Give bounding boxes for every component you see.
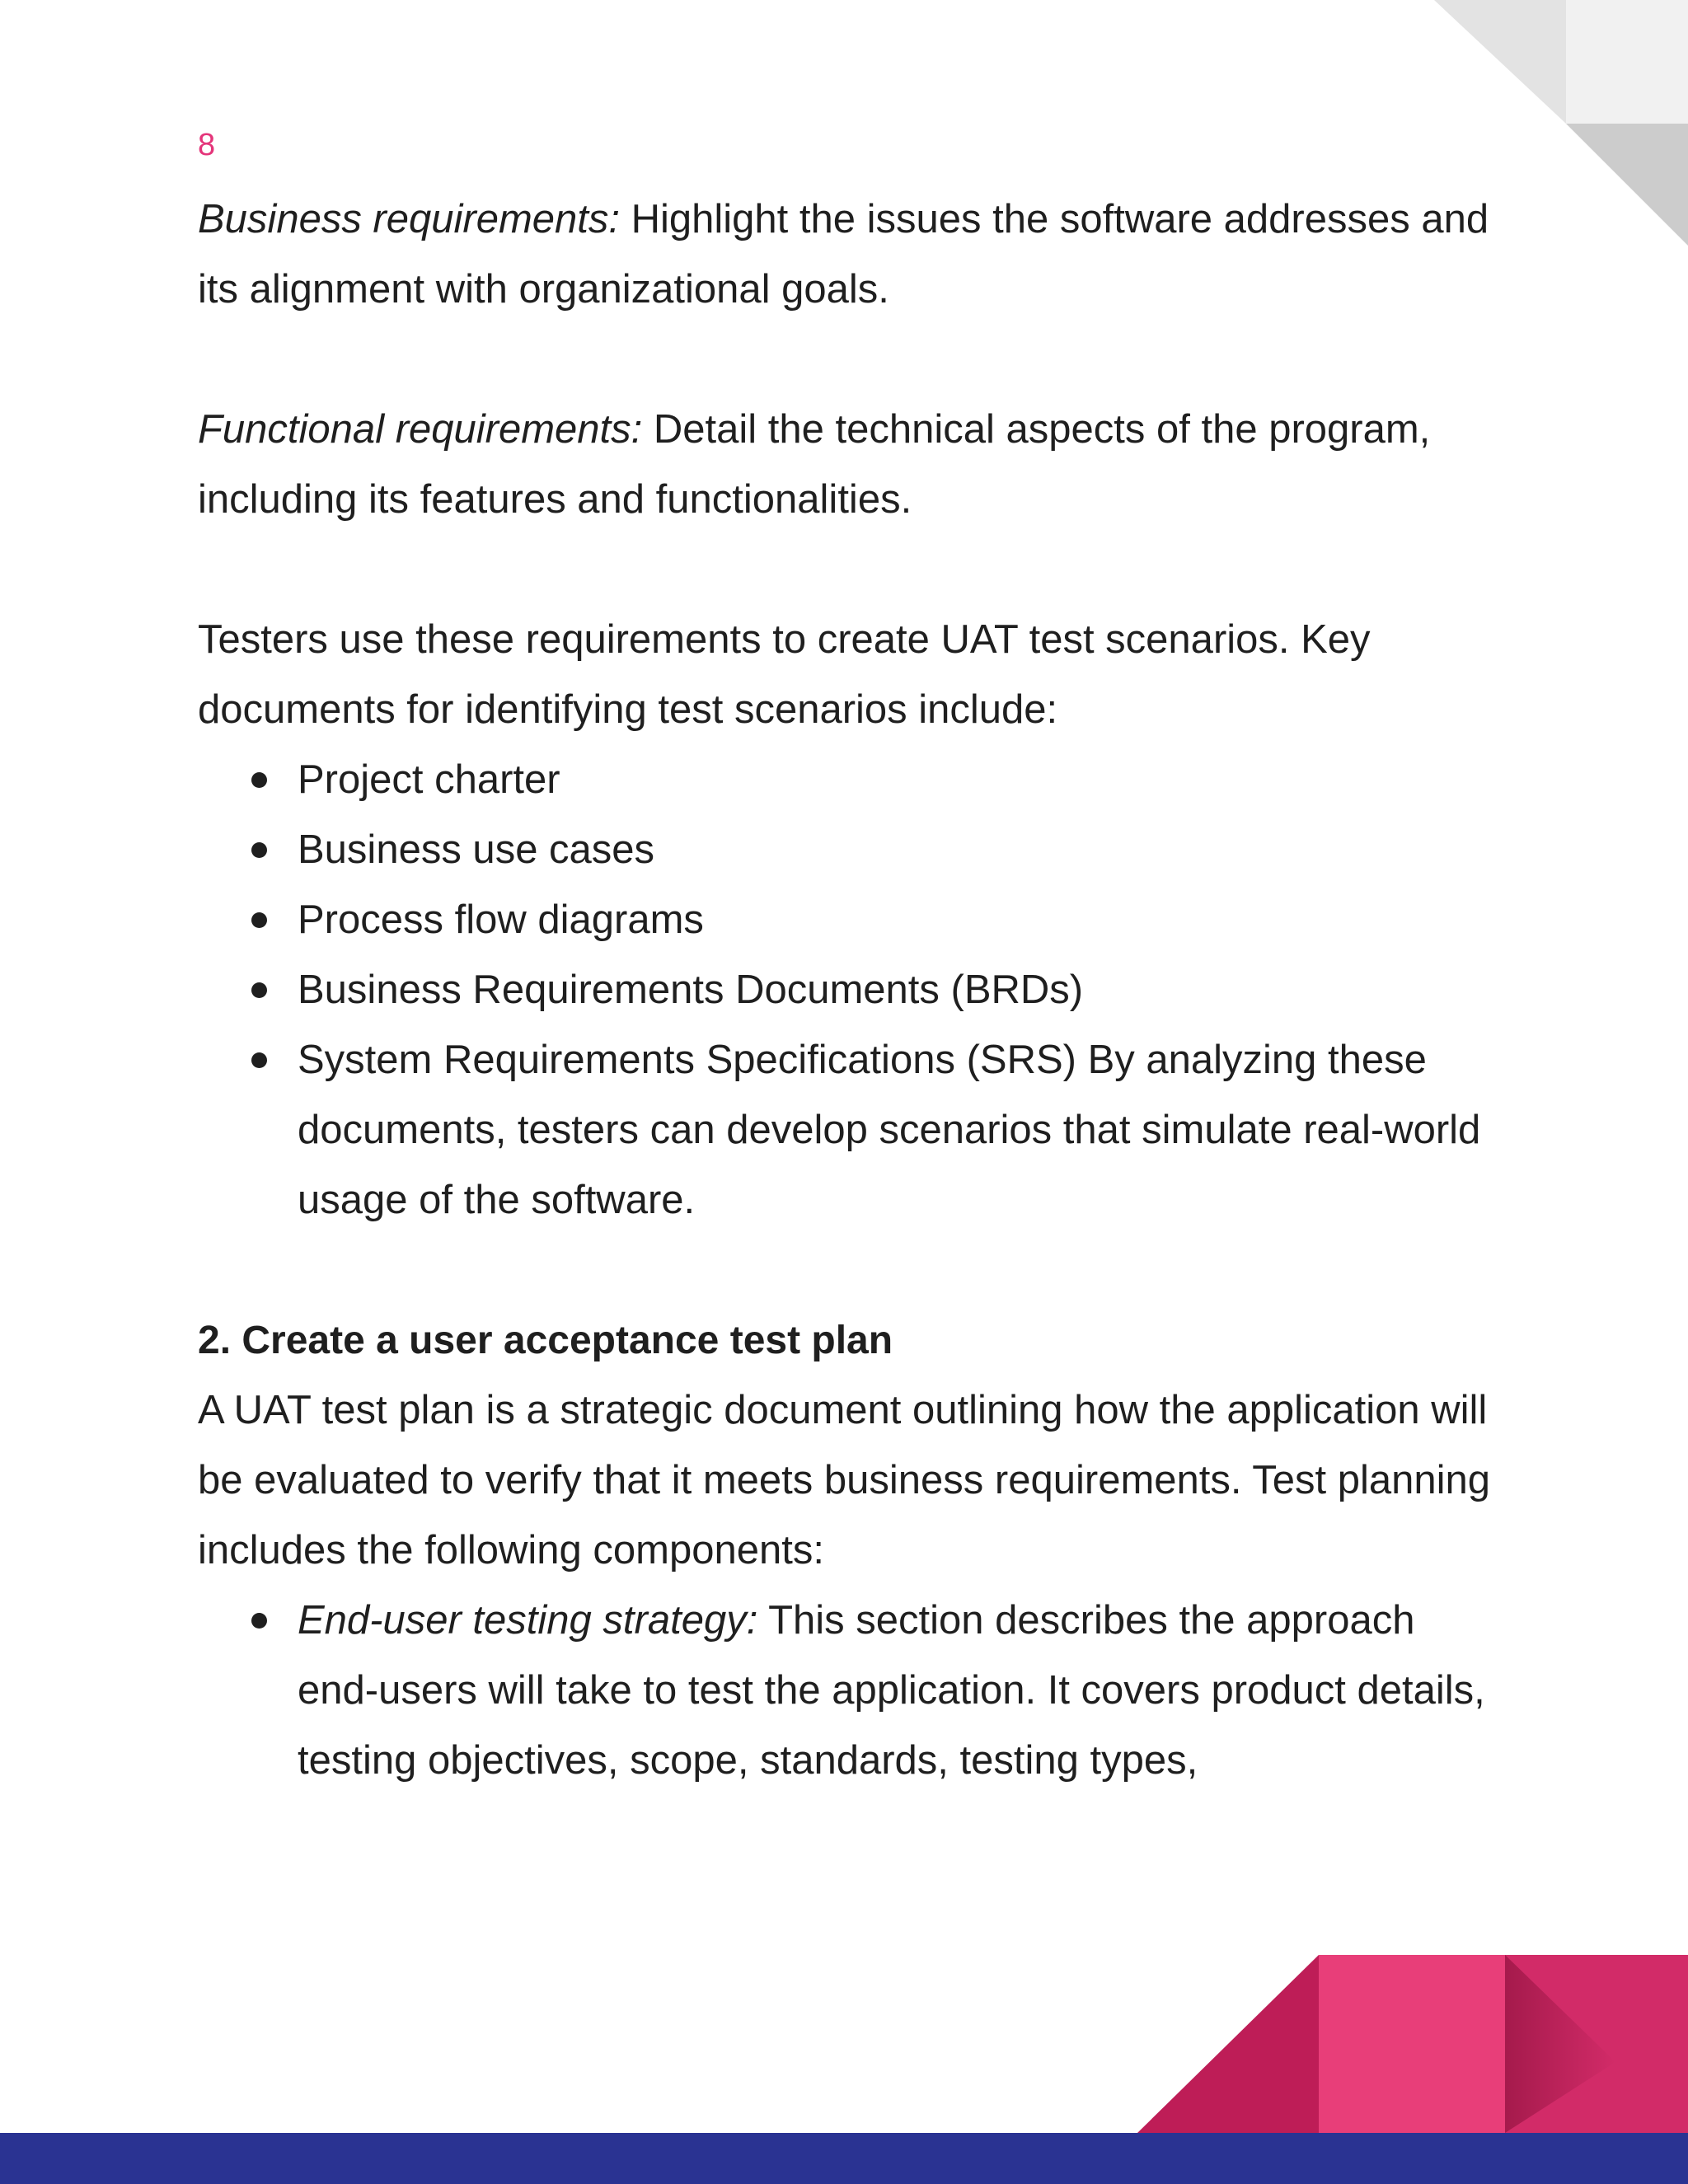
functional-requirements-paragraph <box>198 395 1492 535</box>
list-item <box>298 955 1492 1025</box>
bullet-icon <box>251 1613 267 1629</box>
business-requirements-label: Business requirements: <box>198 197 621 241</box>
paragraph-spacer <box>198 1235 1492 1305</box>
list-item-text: Business use cases <box>298 827 655 872</box>
list-item-text: System Requirements Specifications (SRS) By analyzing these documents, testers can develop scenarios that simulate real-world usage of the software. <box>298 1038 1481 1222</box>
pink-triangle-dark <box>1137 1955 1319 2133</box>
list-item <box>298 745 1492 815</box>
section-heading: 2. Create a user acceptance test plan <box>198 1319 893 1362</box>
testers-intro-paragraph: Testers use these requirements to create UAT test scenarios. Key documents for identifying test scenarios include: <box>198 617 1371 732</box>
list-item <box>298 1025 1492 1235</box>
bullet-icon <box>251 912 267 928</box>
footer-bar <box>0 2133 1688 2184</box>
bullet-icon <box>251 772 267 788</box>
test-plan-components-list <box>198 1586 1492 1796</box>
list-item <box>298 1586 1492 1796</box>
list-item-text: Project charter <box>298 757 560 802</box>
functional-requirements-label: Functional requirements: <box>198 407 643 452</box>
documents-list <box>198 745 1492 1235</box>
corner-gray-triangle-dark <box>1566 124 1688 246</box>
bullet-icon <box>251 1052 267 1068</box>
list-item <box>298 815 1492 885</box>
list-item <box>298 885 1492 955</box>
page-number: 8 <box>198 128 216 162</box>
corner-gray-square <box>1566 0 1688 124</box>
page-content <box>198 185 1492 1796</box>
paragraph-spacer <box>198 325 1492 395</box>
bullet-icon <box>251 842 267 858</box>
business-requirements-text: Highlight the issues the software addresses and its alignment with organizational goals. <box>198 197 1489 312</box>
paragraph-spacer <box>198 535 1492 605</box>
business-requirements-paragraph <box>198 185 1492 325</box>
list-item-text: Process flow diagrams <box>298 898 704 942</box>
test-plan-intro-paragraph: A UAT test plan is a strategic document outlining how the application will be evaluated to verify that it meets business requirements. Test planning includes the following components: <box>198 1388 1490 1572</box>
component-text: This section describes the approach end-users will take to test the application. It covers product details, testing objectives, scope, standards, testing types, <box>298 1598 1485 1783</box>
functional-requirements-text: Detail the technical aspects of the program, including its features and functionalities. <box>198 407 1431 522</box>
bottom-right-corner-decoration <box>1137 1955 1688 2133</box>
bullet-icon <box>251 982 267 998</box>
corner-gray-triangle-light <box>1434 0 1566 124</box>
component-label: End-user testing strategy: <box>298 1598 758 1643</box>
list-item-text: Business Requirements Documents (BRDs) <box>298 968 1084 1012</box>
